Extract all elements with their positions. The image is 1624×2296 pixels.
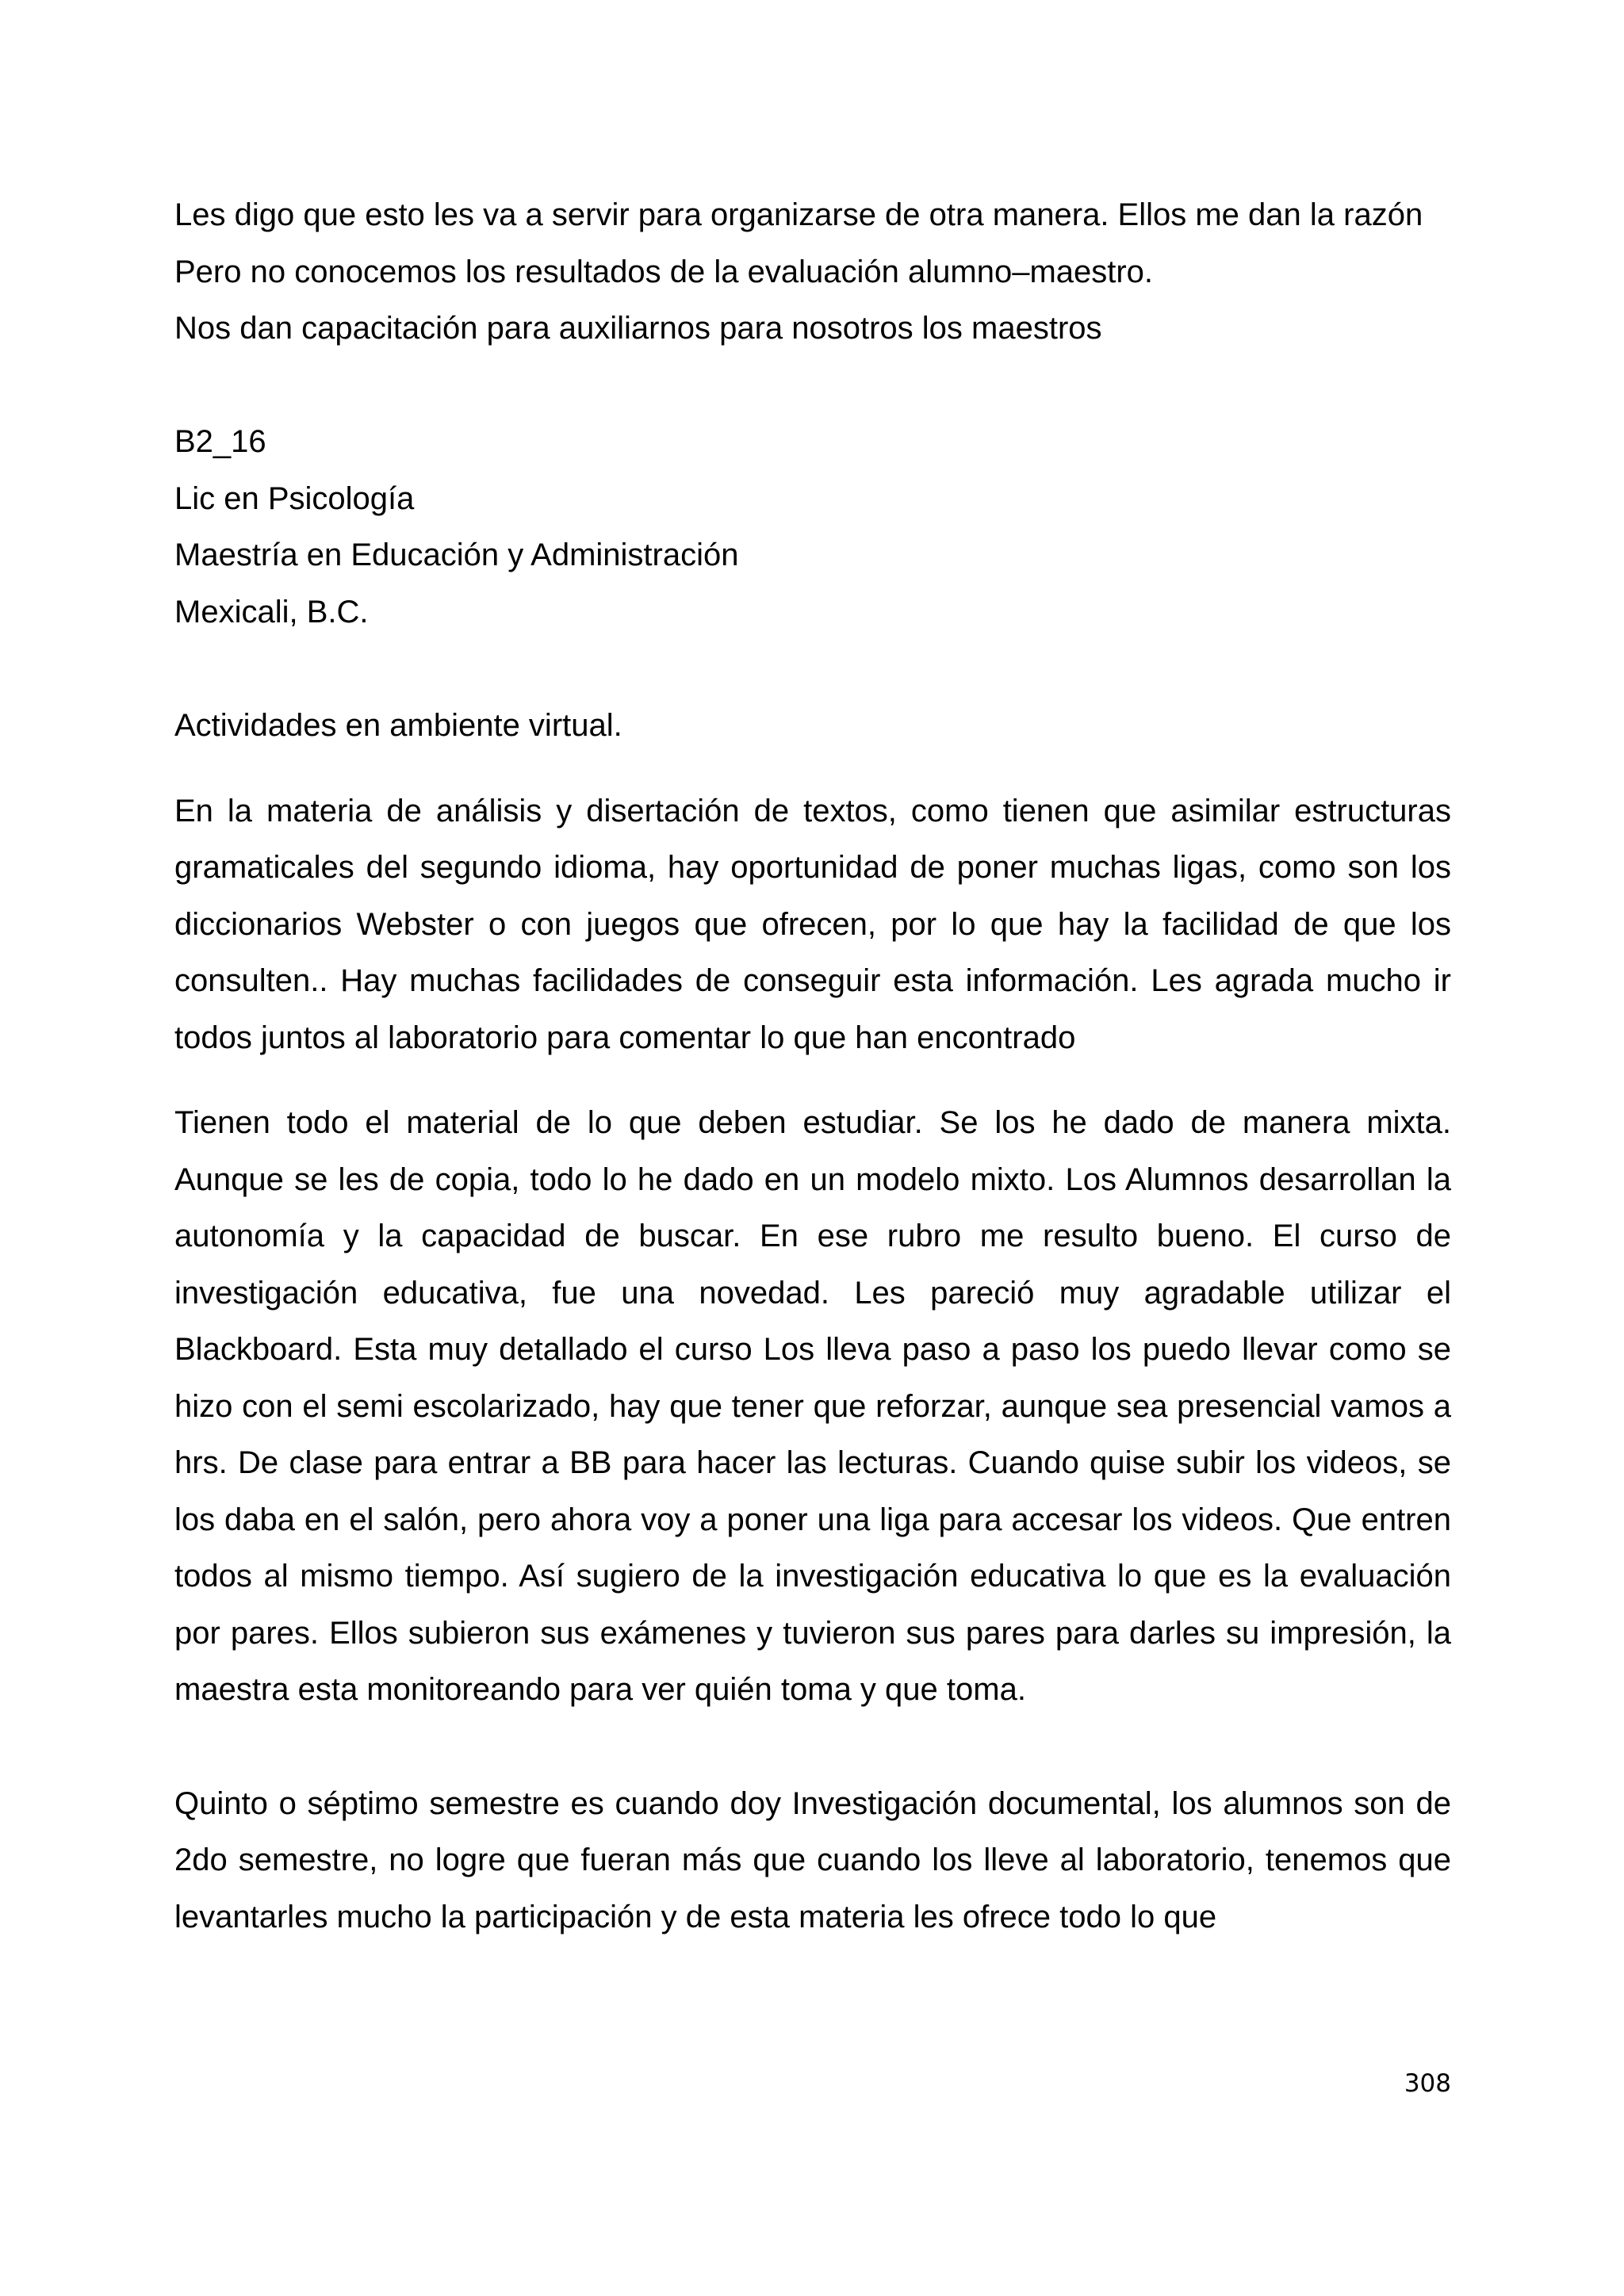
participant-info	[174, 414, 1451, 641]
section-title: Actividades en ambiente virtual.	[174, 708, 622, 743]
page-number: 308	[1404, 2069, 1451, 2098]
intro-paragraph: Les digo que esto les va a servir para organizarse de otra manera. Ellos me dan la razón	[174, 197, 1423, 232]
paragraph-course-material: Tienen todo el material de lo que deben estudiar. Se los he dado de manera mixta. Aunque se les de copia, todo lo he dado en un modelo mixto. Los Alumnos desarrollan la autonomía y la capacidad de buscar. En ese rubro me resulto bueno. El curso de investigación educativa, fue una novedad. Les pareció muy agradable utilizar el Blackboard. Esta muy detallado el curso Los lleva paso a paso los puedo llevar como se hizo con el semi escolarizado, hay que tener que reforzar, aunque sea presencial vamos a hrs. De clase para entrar a BB para hacer las lecturas. Cuando quise subir los videos, se los daba en el salón, pero ahora voy a poner una liga para accesar los videos. Que entren todos al mismo tiempo. Así sugiero de la investigación educativa lo que es la evaluación por pares. Ellos subieron sus exámenes y tuvieron sus pares para darles su impresión, la maestra esta monitoreando para ver quién toma y que toma.	[174, 1105, 1451, 1707]
participant-code: B2_16	[174, 424, 266, 459]
participant-location: Mexicali, B.C.	[174, 594, 369, 629]
document-body	[174, 187, 1451, 1946]
participant-degree: Lic en Psicología	[174, 480, 415, 516]
intro-line-results: Pero no conocemos los resultados de la evaluación alumno–maestro.	[174, 254, 1154, 289]
paragraph-virtual-activities: En la materia de análisis y disertación de textos, como tienen que asimilar estructuras gramaticales del segundo idioma, hay oportunidad de poner muchas ligas, como son los diccionarios Webster o con juegos que ofrecen, por lo que hay la facilidad de que los consulten.. Hay muchas facilidades de conseguir esta información. Les agrada mucho ir todos juntos al laboratorio para comentar lo que han encontrado	[174, 793, 1451, 1055]
intro-line-training: Nos dan capacitación para auxiliarnos para nosotros los maestros	[174, 311, 1102, 346]
participant-masters: Maestría en Educación y Administración	[174, 538, 739, 572]
paragraph-documental-research: Quinto o séptimo semestre es cuando doy Investigación documental, los alumnos son de 2do semestre, no logre que fueran más que cuando los lleve al laboratorio, tenemos que levantarles mucho la participación y de esta materia les ofrece todo lo que	[174, 1785, 1451, 1934]
